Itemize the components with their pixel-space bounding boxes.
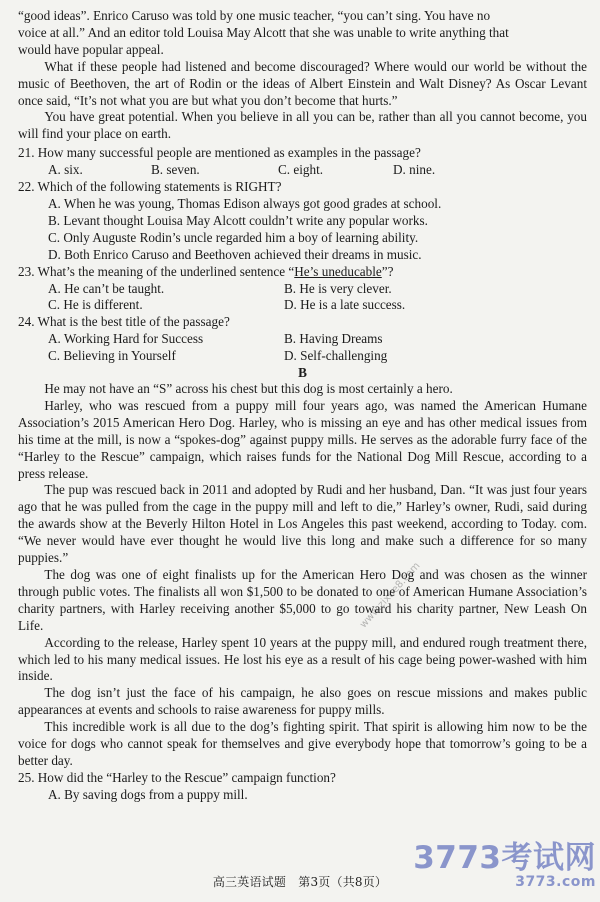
- passage-b-paragraph-6: The dog isn’t just the face of his campaign, he also goes on rescue missions and makes public appearances at events and schools to raise awareness for puppy mills.: [18, 685, 587, 718]
- watermark-url: 3773.com: [515, 874, 596, 890]
- question-22-option-c: C. Only Auguste Rodin’s uncle regarded him a boy of learning ability.: [48, 229, 419, 245]
- passage-a-ending: [18, 8, 587, 143]
- page-footer: 高三英语试题 第3页（共8页）: [212, 875, 388, 889]
- passage-b-paragraph-7: This incredible work is all due to the dog’s fighting spirit. That spirit is allowing him now to be the voice for dogs who cannot speak for themselves and give everybody hope that tomorrow’s going to be a better day.: [18, 719, 587, 768]
- question-23-stem-end: ”?: [381, 263, 394, 279]
- question-22-option-a: A. When he was young, Thomas Edison always got good grades at school.: [48, 195, 442, 211]
- question-25-option-a: A. By saving dogs from a puppy mill.: [48, 786, 248, 802]
- question-24-options: [18, 331, 587, 365]
- question-22-option-d: D. Both Enrico Caruso and Beethoven achieved their dreams in music.: [48, 246, 422, 262]
- passage-b-paragraph-5: According to the release, Harley spent 10 years at the puppy mill, and endured rough treatment there, which led to his many medical issues. He lost his eye as a result of his cage being power-washed with him inside.: [18, 634, 587, 684]
- passage-a-paragraph-3: You have great potential. When you believe in all you can be, rather than all you cannot become, you will find your place on earth.: [18, 109, 587, 142]
- diagonal-stamp-text: www.zixue8.com: [358, 560, 423, 631]
- question-25-stem: 25. How did the “Harley to the Rescue” campaign function?: [18, 769, 336, 785]
- question-24: [18, 314, 587, 365]
- passage-b-paragraph-2: Harley, who was rescued from a puppy mill four years ago, was named the American Humane Association’s 2015 American Hero Dog. Harley, who is missing an eye and has other medical issues from his time at the mill, is now a “spokes-dog” against puppy mills. He serves as the adorable furry face of the “Harley to the Rescue” campaign, which raises funds for the National Dog Mill Rescue, according to a press release.: [18, 397, 587, 481]
- question-21-stem: 21. How many successful people are mentioned as examples in the passage?: [18, 145, 421, 161]
- question-21-option-c: C. eight.: [278, 162, 324, 178]
- question-21-option-b: B. seven.: [151, 162, 200, 178]
- question-21-option-a: A. six.: [48, 162, 83, 178]
- question-21-option-d: D. nine.: [393, 162, 436, 178]
- question-24-option-a: A. Working Hard for Success: [48, 331, 204, 347]
- passage-a-line-1: “good ideas”. Enrico Caruso was told by one music teacher, “you can’t sing. You have no: [18, 8, 491, 23]
- question-24-option-b: B. Having Dreams: [284, 331, 383, 347]
- question-24-stem: 24. What is the best title of the passage?: [18, 314, 230, 330]
- section-b-heading: B: [298, 365, 307, 381]
- passage-a-paragraph-1: [18, 8, 587, 59]
- question-23: [18, 264, 587, 315]
- question-23-option-c: C. He is different.: [48, 297, 143, 313]
- question-21-options: [18, 162, 587, 179]
- underlined-sentence: He’s uneducable: [294, 263, 382, 279]
- passage-a-line-3: would have popular appeal.: [18, 41, 164, 57]
- passage-a-line-2: voice at all.” And an editor told Louisa May Alcott that she was unable to write anything that: [18, 24, 509, 40]
- passage-b-paragraph-3: The pup was rescued back in 2011 and adopted by Rudi and her husband, Dan. “It was just four years ago that he was pulled from the cage in the puppy mill and left to die,” Harley’s owner, Rudi, said during the awards show at the Beverly Hilton Hotel in Los Angeles this past weekend, according to Today. com. “We never would have ever thought he would live this long and make such a difference for so many puppies.”: [18, 482, 587, 566]
- question-23-option-d: D. He is a late success.: [284, 297, 406, 313]
- question-22: [18, 179, 587, 264]
- question-22-option-b: B. Levant thought Louisa May Alcott couldn’t write any popular works.: [48, 212, 428, 228]
- passage-b-paragraph-1: He may not have an “S” across his chest but this dog is most certainly a hero.: [44, 381, 453, 397]
- watermark-brand: 3773考试网: [413, 840, 596, 876]
- passage-a-paragraph-2: What if these people had listened and become discouraged? Where would our world be without the music of Beethoven, the art of Rodin or the ideas of Albert Einstein and Walt Disney? As Oscar Levant once said, “It’s not what you are but what you don’t become that hurts.”: [18, 58, 587, 108]
- question-23-stem: [18, 264, 587, 281]
- question-23-option-b: B. He is very clever.: [284, 280, 392, 296]
- question-23-option-a: A. He can’t be taught.: [48, 280, 165, 296]
- question-24-option-c: C. Believing in Yourself: [48, 348, 176, 364]
- question-23-options: [18, 281, 587, 315]
- question-21: [18, 145, 587, 179]
- question-22-stem: 22. Which of the following statements is RIGHT?: [18, 179, 282, 195]
- question-25: [18, 770, 587, 804]
- passage-b: [18, 381, 587, 770]
- question-23-stem-start: 23. What’s the meaning of the underlined sentence “: [18, 263, 295, 279]
- question-24-option-d: D. Self-challenging: [284, 348, 388, 364]
- passage-b-paragraph-4: The dog was one of eight finalists up for the American Hero Dog and was chosen as the winner through public votes. The finalists all won $1,500 to be donated to one of American Humane Association’s charity partners, with Harley receiving another $5,000 to go toward his charity partner, New Leash On Life.: [18, 567, 587, 633]
